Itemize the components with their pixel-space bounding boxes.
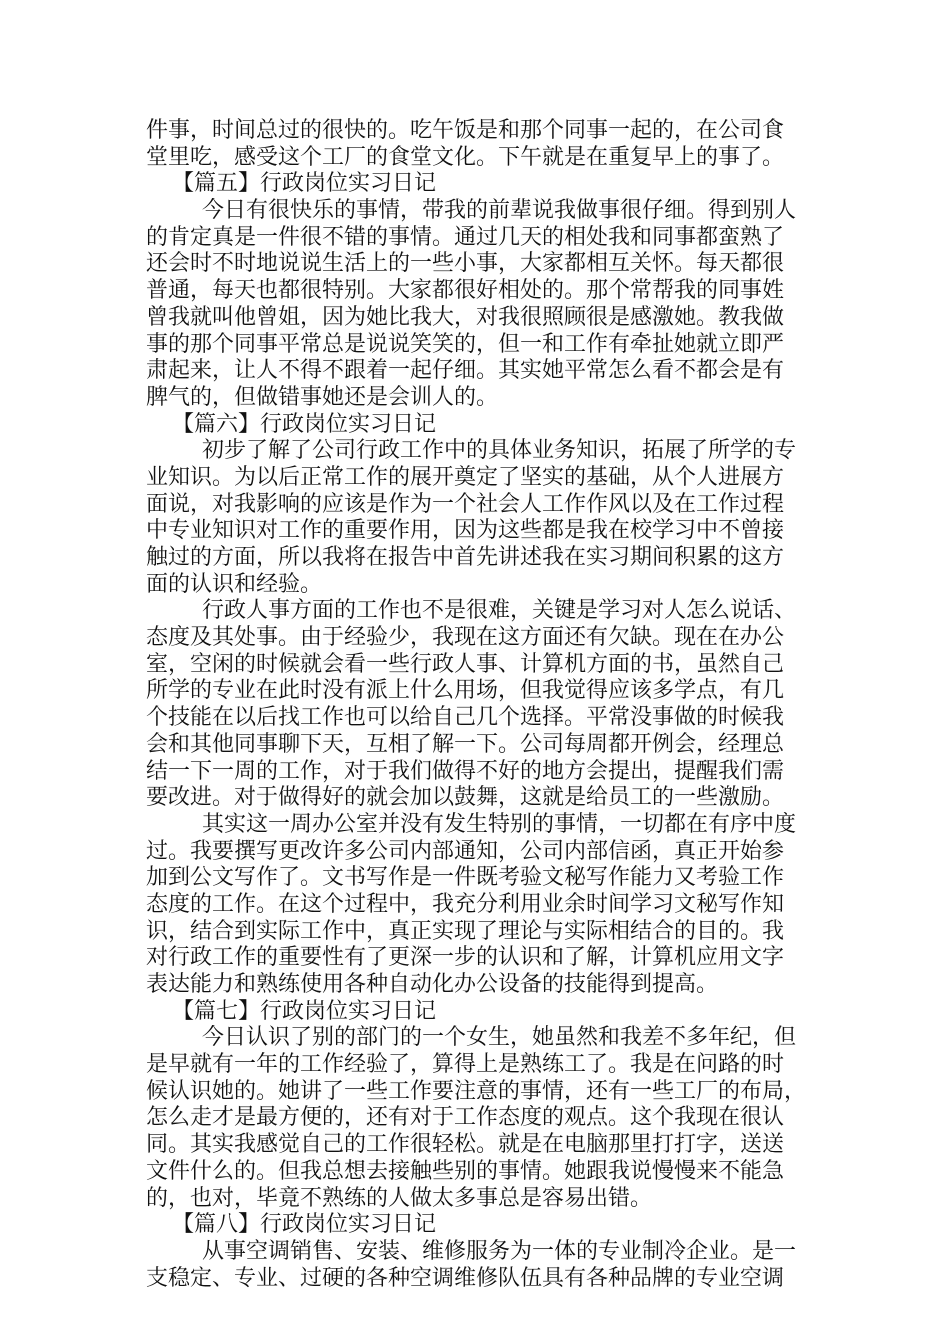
paragraph-line: 的，也对，毕竟不熟练的人做太多事总是容易出错。 bbox=[146, 1185, 653, 1211]
paragraph-line: 脾气的，但做错事她还是会训人的。 bbox=[146, 384, 499, 410]
paragraph-line: 候认识她的。她讲了一些工作要注意的事情，还有一些工厂的布局， bbox=[146, 1078, 807, 1104]
paragraph-line: 其实这一周办公室并没有发生特别的事情，一切都在有序中度 bbox=[202, 811, 797, 837]
paragraph-line: 中专业知识对工作的重要作用，因为这些都是我在校学习中不曾接 bbox=[146, 518, 785, 544]
paragraph-line: 表达能力和熟练使用各种自动化办公设备的技能得到提高。 bbox=[146, 972, 719, 997]
paragraph-line: 态度及其处事。由于经验少，我现在这方面还有欠缺。现在在办公 bbox=[146, 625, 785, 651]
section-heading: 【篇八】行政岗位实习日记 bbox=[172, 1212, 437, 1238]
paragraph-line: 个技能在以后找工作也可以给自己几个选择。平常没事做的时候我 bbox=[146, 705, 785, 731]
paragraph-line: 事的那个同事平常总是说说笑笑的，但一和工作有牵扯她就立即严 bbox=[146, 331, 785, 357]
paragraph-line: 的肯定真是一件很不错的事情。通过几天的相处我和同事都蛮熟了 bbox=[146, 224, 785, 250]
paragraph-line: 普通，每天也都很特别。大家都很好相处的。那个常帮我的同事姓 bbox=[146, 278, 785, 304]
paragraph-line: 所学的专业在此时没有派上什么用场，但我觉得应该多学点，有几 bbox=[146, 678, 785, 704]
paragraph-line: 面说，对我影响的应该是作为一个社会人工作作风以及在工作过程 bbox=[146, 491, 785, 517]
document-page bbox=[146, 118, 808, 1292]
paragraph-line: 业知识。为以后正常工作的展开奠定了坚实的基础，从个人进展方 bbox=[146, 464, 785, 490]
paragraph-line: 件事，时间总过的很快的。吃午饭是和那个同事一起的，在公司食 bbox=[146, 118, 785, 143]
paragraph-line: 初步了解了公司行政工作中的具体业务知识，拓展了所学的专 bbox=[202, 438, 797, 464]
section-heading: 【篇六】行政岗位实习日记 bbox=[172, 411, 437, 437]
section-heading: 【篇七】行政岗位实习日记 bbox=[172, 998, 437, 1024]
paragraph-line: 肃起来，让人不得不跟着一起仔细。其实她平常怎么看不都会是有 bbox=[146, 358, 785, 384]
paragraph-line: 行政人事方面的工作也不是很难，关键是学习对人怎么说话、 bbox=[202, 598, 797, 624]
paragraph-line: 堂里吃，感受这个工厂的食堂文化。下午就是在重复早上的事了。 bbox=[146, 144, 785, 170]
paragraph-line: 是早就有一年的工作经验了，算得上是熟练工了。我是在问路的时 bbox=[146, 1052, 785, 1078]
paragraph-line: 加到公文写作了。文书写作是一件既考验文秘写作能力又考验工作 bbox=[146, 865, 785, 891]
paragraph-line: 面的认识和经验。 bbox=[146, 571, 323, 597]
paragraph-line: 怎么走才是最方便的，还有对于工作态度的观点。这个我现在很认 bbox=[146, 1105, 785, 1131]
paragraph-line: 对行政工作的重要性有了更深一步的认识和了解，计算机应用文字 bbox=[146, 945, 785, 971]
paragraph-line: 支稳定、专业、过硬的各种空调维修队伍具有各种品牌的专业空调 bbox=[146, 1265, 785, 1291]
paragraph-line: 触过的方面，所以我将在报告中首先讲述我在实习期间积累的这方 bbox=[146, 545, 785, 570]
paragraph-line: 今日认识了别的部门的一个女生，她虽然和我差不多年纪，但 bbox=[202, 1025, 797, 1051]
paragraph-line: 从事空调销售、安装、维修服务为一体的专业制冷企业。是一 bbox=[202, 1238, 797, 1264]
paragraph-line: 要改进。对于做得好的就会加以鼓舞，这就是给员工的一些激励。 bbox=[146, 785, 785, 811]
paragraph-line: 还会时不时地说说生活上的一些小事，大家都相互关怀。每天都很 bbox=[146, 251, 785, 277]
paragraph-line: 识，结合到实际工作中，真正实现了理论与实际相结合的目的。我 bbox=[146, 918, 785, 944]
section-heading: 【篇五】行政岗位实习日记 bbox=[172, 171, 437, 197]
paragraph-line: 态度的工作。在这个过程中，我充分利用业余时间学习文秘写作知 bbox=[146, 891, 785, 917]
paragraph-line: 今日有很快乐的事情，带我的前辈说我做事很仔细。得到别人 bbox=[202, 198, 797, 224]
paragraph-line: 会和其他同事聊下天，互相了解一下。公司每周都开例会，经理总 bbox=[146, 731, 785, 757]
paragraph-line: 过。我要撰写更改许多公司内部通知，公司内部信函，真正开始参 bbox=[146, 838, 785, 864]
paragraph-line: 曾我就叫他曾姐，因为她比我大，对我很照顾很是感激她。教我做 bbox=[146, 304, 785, 330]
paragraph-line: 文件什么的。但我总想去接触些别的事情。她跟我说慢慢来不能急 bbox=[146, 1158, 785, 1184]
paragraph-line: 同。其实我感觉自己的工作很轻松。就是在电脑那里打打字，送送 bbox=[146, 1132, 785, 1158]
paragraph-line: 室，空闲的时候就会看一些行政人事、计算机方面的书，虽然自己 bbox=[146, 651, 785, 677]
paragraph-line: 结一下一周的工作，对于我们做得不好的地方会提出，提醒我们需 bbox=[146, 758, 785, 784]
